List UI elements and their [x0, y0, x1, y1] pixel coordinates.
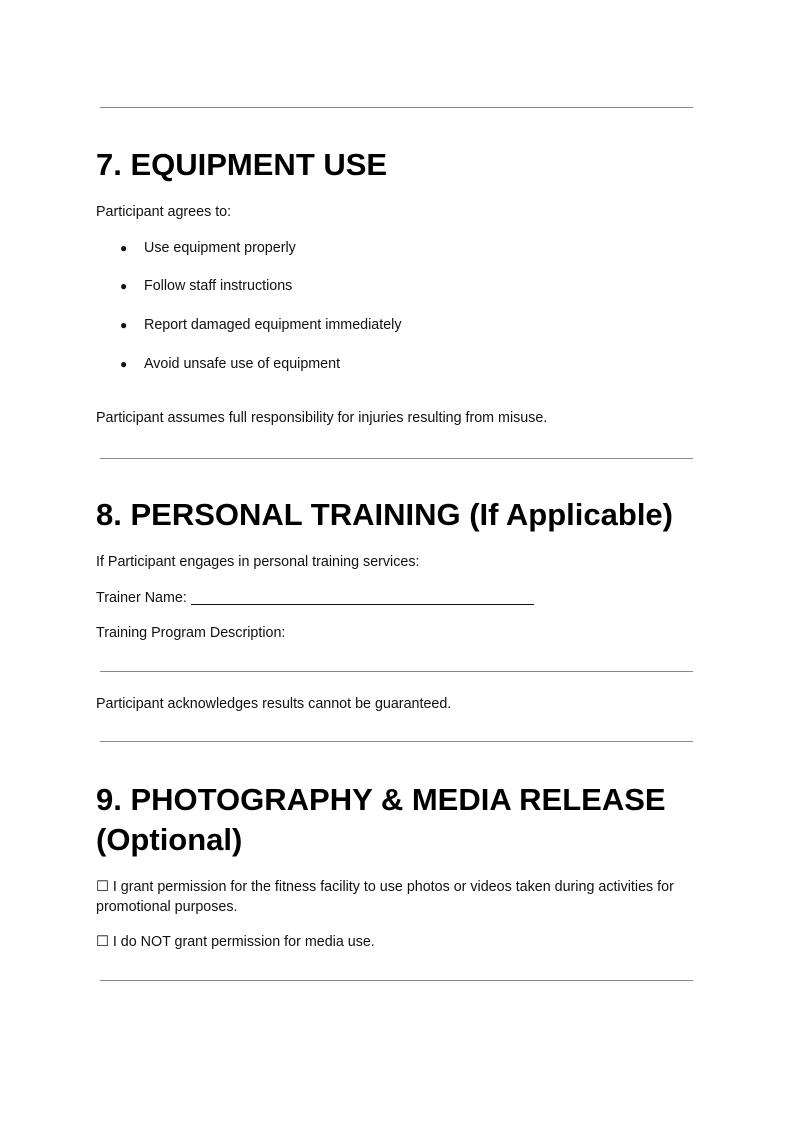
- bullet-icon: ●: [120, 279, 128, 293]
- media-grant-text-line2: promotional purposes.: [96, 899, 238, 915]
- section-9-heading: [96, 780, 666, 860]
- bullet-icon: ●: [120, 318, 128, 332]
- section-9-heading-line2: (Optional): [96, 822, 243, 857]
- trainer-name-field: [96, 588, 534, 608]
- list-item: [120, 238, 296, 258]
- program-description-label: Training Program Description:: [96, 625, 286, 641]
- media-deny-option: [96, 932, 375, 952]
- list-item-text: Report damaged equipment immediately: [144, 317, 402, 333]
- section-8-closing: Participant acknowledges results cannot be guaranteed.: [96, 696, 452, 712]
- trainer-name-blank[interactable]: [191, 589, 534, 605]
- section-divider: [100, 741, 693, 742]
- media-grant-text-line1: I grant permission for the fitness facility to use photos or videos taken during activities for: [112, 879, 674, 895]
- list-item: [120, 276, 292, 296]
- section-divider: [100, 107, 693, 108]
- list-item-text: Use equipment properly: [144, 240, 296, 256]
- list-item: [120, 354, 340, 374]
- section-7-intro: Participant agrees to:: [96, 204, 232, 220]
- section-divider: [100, 980, 693, 981]
- list-item-text: Follow staff instructions: [144, 278, 293, 294]
- bullet-icon: ●: [120, 241, 128, 255]
- section-7-closing: Participant assumes full responsibility for injuries resulting from misuse.: [96, 410, 548, 426]
- checkbox-icon[interactable]: ☐: [96, 879, 109, 895]
- trainer-name-label: Trainer Name:: [96, 590, 187, 606]
- bullet-icon: ●: [120, 357, 128, 371]
- media-deny-text: I do NOT grant permission for media use.: [112, 934, 375, 950]
- program-description-line[interactable]: [100, 671, 693, 672]
- list-item: [120, 315, 401, 335]
- section-7-heading: 7. EQUIPMENT USE: [96, 147, 388, 182]
- checkbox-icon[interactable]: ☐: [96, 934, 109, 950]
- section-divider: [100, 458, 693, 459]
- media-grant-option: [96, 877, 674, 917]
- section-9-heading-line1: 9. PHOTOGRAPHY & MEDIA RELEASE: [96, 782, 666, 817]
- section-8-intro: If Participant engages in personal training services:: [96, 554, 420, 570]
- section-8-heading: 8. PERSONAL TRAINING (If Applicable): [96, 497, 673, 532]
- list-item-text: Avoid unsafe use of equipment: [144, 356, 341, 372]
